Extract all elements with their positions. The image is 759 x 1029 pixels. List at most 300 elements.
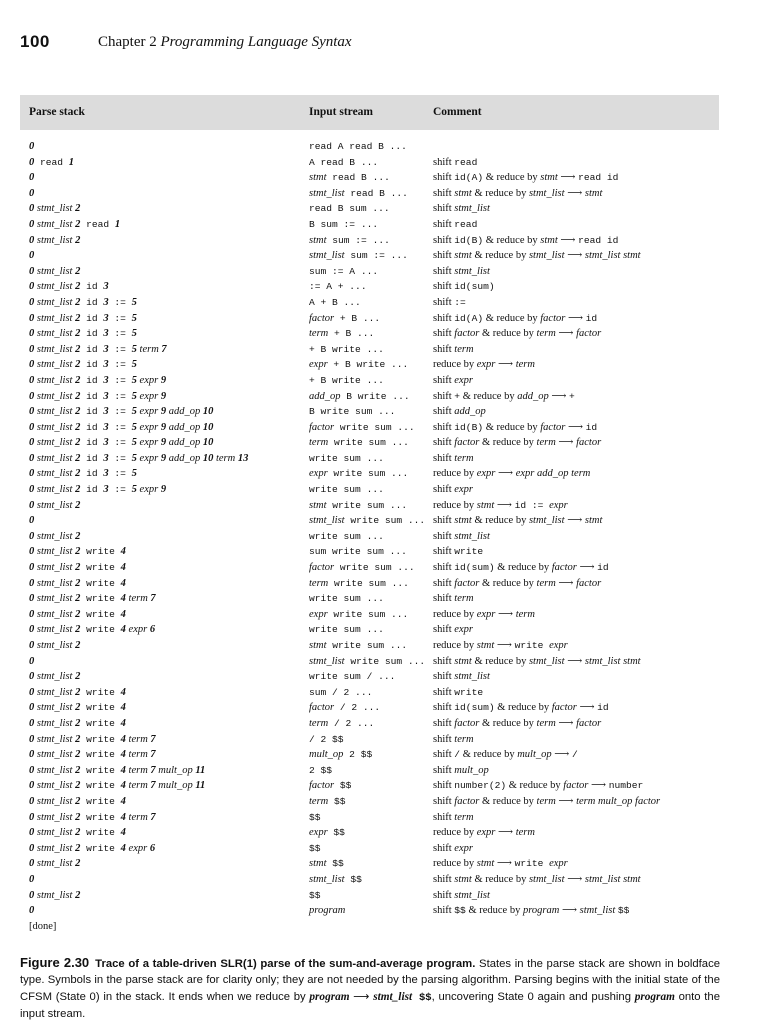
parse-stack-cell-token: stmt_list: [34, 593, 76, 605]
comment-cell-token: shift: [433, 343, 455, 355]
comment-cell-token: stmt_list stmt: [584, 250, 641, 262]
parse-stack-cell-token: 2: [75, 296, 81, 308]
parse-stack-cell: [29, 279, 109, 295]
table-row: [20, 778, 740, 794]
input-stream-cell: [309, 170, 390, 186]
parse-stack-cell-token: write: [80, 624, 121, 636]
caption-text-1: States in the parse stack are shown in boldface type. Symbols in the parse stack are for clarity only; they are not needed by the parsing algorithm. Parsing begins with the initial state of the CFSM (State 0) in the stack. It ends when we reduce by: [20, 958, 721, 1003]
comment-cell-token: shift: [433, 624, 455, 636]
parse-stack-cell-token: 2: [75, 827, 81, 839]
comment-cell-token: shift: [433, 390, 455, 402]
comment-cell-token: reduce by: [433, 468, 477, 480]
parse-stack-cell-token: expr: [125, 624, 150, 636]
parse-stack-cell-token: 13: [237, 452, 249, 464]
parse-stack-cell-token: 3: [103, 484, 109, 496]
table-row: [20, 856, 740, 872]
parse-stack-cell-token: 0: [29, 203, 35, 215]
parse-stack-cell-token: 0: [29, 764, 35, 776]
input-stream-cell-token: term: [309, 577, 329, 589]
comment-cell-token: & reduce by: [479, 328, 537, 340]
comment-cell: [433, 466, 590, 482]
comment-cell: [433, 685, 483, 701]
comment-cell-token: stmt: [454, 655, 472, 667]
input-stream-cell-token: write sum ...: [326, 499, 408, 511]
parse-stack-cell-token: 2: [75, 702, 81, 714]
parse-stack-cell-token: stmt_list: [34, 889, 76, 901]
comment-cell-token: ⟶: [576, 702, 598, 714]
parse-stack-cell-token: 3: [103, 296, 109, 308]
parse-stack-cell-token: 4: [120, 842, 126, 854]
input-stream-cell-token: stmt: [309, 172, 327, 184]
comment-cell-token: term: [536, 577, 556, 589]
comment-cell-token: stmt: [454, 187, 472, 199]
parse-stack-cell-token: write: [80, 717, 121, 729]
parse-stack-cell-token: :=: [108, 437, 132, 449]
comment-cell-token: id(A): [454, 312, 484, 324]
parse-stack-cell-token: write: [80, 733, 121, 745]
input-stream-cell: [309, 264, 378, 280]
comment-cell-token: & reduce by: [460, 390, 518, 402]
parse-stack-cell-token: id: [80, 343, 104, 355]
comment-cell-token: factor: [540, 312, 566, 324]
comment-cell-token: stmt_list: [454, 265, 490, 277]
parse-stack-cell: [29, 622, 155, 638]
comment-cell-token: factor: [540, 421, 566, 433]
input-stream-cell-token: write sum / ...: [309, 671, 396, 683]
comment-cell-token: ⟶: [564, 655, 585, 667]
parse-stack-cell-token: :=: [108, 421, 132, 433]
comment-cell-token: factor: [454, 437, 480, 449]
parse-stack-cell: [29, 700, 126, 716]
comment-cell-token: factor: [454, 577, 480, 589]
input-stream-cell: [309, 856, 344, 872]
parse-stack-cell-token: 1: [68, 156, 75, 168]
parse-stack-cell-token: 0: [29, 359, 35, 371]
parse-stack-cell: [29, 638, 80, 654]
comment-cell: [433, 435, 601, 451]
parse-stack-cell-token: 2: [75, 468, 81, 480]
input-stream-cell: [309, 622, 384, 638]
parse-stack-cell-token: 0: [29, 655, 35, 667]
parse-stack-cell-token: stmt_list: [34, 702, 76, 714]
input-stream-cell: [309, 747, 372, 763]
comment-cell-token: ⟶: [564, 250, 585, 262]
input-stream-cell-token: factor: [309, 562, 335, 574]
parse-stack-cell-token: stmt_list: [34, 343, 76, 355]
parse-stack-cell-token: 0: [29, 827, 35, 839]
input-stream-cell: [309, 872, 362, 888]
parse-stack-cell-token: stmt_list: [34, 499, 76, 511]
parse-stack-cell-token: write: [80, 764, 121, 776]
input-stream-cell-token: := A + ...: [309, 281, 367, 293]
parse-stack-cell-token: 4: [120, 577, 126, 589]
input-stream-cell-token: / 2 $$: [309, 733, 344, 745]
comment-cell-token: ⟶: [588, 780, 609, 792]
input-stream-cell: [309, 654, 425, 670]
table-row: [20, 170, 740, 186]
input-stream-cell: [309, 466, 408, 482]
input-stream-cell-token: write sum ...: [328, 577, 409, 589]
input-stream-cell: [309, 326, 374, 342]
input-stream-cell-token: stmt_list: [309, 250, 345, 262]
comment-cell: [433, 279, 495, 295]
input-stream-cell-token: program: [309, 905, 346, 917]
table-row: [20, 248, 740, 264]
input-stream-cell-token: $$: [309, 842, 321, 854]
parse-stack-cell-token: 3: [103, 281, 109, 293]
input-stream-cell-token: stmt_list: [309, 873, 345, 885]
parse-stack-cell-token: 2: [75, 686, 81, 698]
parse-stack-cell-token: id: [80, 437, 104, 449]
parse-stack-cell-token: add_op: [166, 437, 203, 449]
table-row: [20, 513, 740, 529]
parse-stack-cell-token: 4: [120, 780, 126, 792]
comment-cell-token: shift: [433, 156, 455, 168]
input-stream-cell: [309, 529, 384, 545]
parse-stack-cell-token: 2: [75, 640, 81, 651]
input-stream-cell: [309, 186, 408, 202]
input-stream-cell-token: + B ...: [328, 328, 375, 340]
comment-cell-token: read id: [578, 172, 619, 184]
comment-cell-token: expr: [454, 842, 473, 854]
parse-stack-cell-token: stmt_list: [34, 671, 76, 683]
parse-stack-cell-token: 2: [75, 312, 81, 324]
comment-cell: [433, 716, 601, 732]
parse-stack-cell-token: stmt_list: [34, 296, 76, 308]
parse-stack-cell-token: 9: [160, 484, 167, 496]
input-stream-cell-token: expr: [309, 608, 328, 620]
parse-stack-cell-token: 3: [103, 390, 109, 402]
parse-stack-cell-token: 0: [29, 889, 35, 901]
parse-stack-cell-token: 0: [29, 437, 35, 449]
parse-stack-cell-token: 0: [29, 343, 35, 355]
parse-stack-cell: [29, 888, 80, 904]
parse-stack-cell-token: 0: [29, 608, 35, 620]
parse-stack-cell-token: term: [136, 343, 162, 355]
parse-stack-cell-token: id: [80, 359, 104, 371]
parse-stack-cell-token: 2: [75, 374, 81, 386]
input-stream-cell-token: write sum ...: [334, 562, 415, 574]
comment-cell-token: term: [454, 593, 474, 605]
comment-cell-token: shift: [433, 296, 455, 308]
comment-cell-token: stmt_list: [528, 655, 565, 667]
comment-cell: [433, 544, 483, 560]
input-stream-cell-token: write sum ...: [328, 437, 409, 449]
parse-stack-cell-token: 5: [131, 468, 137, 480]
comment-cell: [433, 311, 597, 327]
input-stream-cell: [309, 311, 380, 327]
comment-cell: [433, 576, 601, 592]
parse-stack-cell-token: 3: [103, 452, 109, 464]
parse-stack-cell: [29, 747, 156, 763]
header-comment: Comment: [433, 106, 482, 118]
parse-stack-cell: [29, 716, 126, 732]
parse-stack-cell-token: 0: [29, 141, 35, 152]
input-stream-cell-token: add_op: [309, 390, 341, 402]
table-row: [20, 279, 740, 295]
figure-label: Figure 2.30: [20, 955, 90, 970]
input-stream-cell: [309, 201, 390, 217]
comment-cell-token: ⟶: [495, 827, 516, 839]
parse-stack-cell-token: id: [80, 421, 104, 433]
parse-stack-cell-token: 0: [29, 218, 35, 230]
parse-stack-cell-token: 0: [29, 499, 35, 511]
table-row: [20, 342, 740, 358]
parse-stack-cell-token: 0: [29, 484, 35, 496]
parse-stack-cell-token: 0: [29, 749, 35, 761]
parse-stack-cell: [29, 342, 167, 358]
input-stream-cell: [309, 435, 409, 451]
comment-cell-token: ⟶: [555, 437, 577, 449]
input-stream-cell: [309, 279, 367, 295]
parse-stack-cell-token: 2: [75, 281, 81, 293]
comment-cell: [433, 841, 473, 857]
parse-stack-cell-token: stmt_list: [34, 577, 76, 589]
parse-stack-cell-token: 9: [160, 390, 167, 402]
comment-cell-token: shift: [433, 172, 455, 184]
input-stream-cell: [309, 544, 407, 560]
page-number: 100: [20, 32, 50, 51]
comment-cell-token: & reduce by: [479, 437, 537, 449]
comment-cell-token: stmt_list stmt: [584, 655, 641, 667]
comment-cell-token: id: [585, 421, 598, 433]
parse-stack-cell-token: 0: [29, 562, 35, 574]
parse-stack-cell-token: stmt_list: [34, 749, 76, 761]
table-row: [20, 466, 740, 482]
comment-cell-token: factor: [551, 562, 577, 574]
comment-cell-token: ⟶: [557, 172, 579, 184]
comment-cell-token: & reduce by: [494, 702, 552, 714]
input-stream-cell-token: $$: [309, 889, 321, 901]
parse-stack-cell-token: add_op: [166, 421, 203, 433]
parse-stack-cell-token: write: [80, 811, 121, 823]
comment-cell-token: ⟶: [565, 421, 586, 433]
parse-stack-cell-token: 7: [150, 764, 156, 776]
input-stream-cell-token: stmt_list: [309, 655, 345, 667]
parse-stack-cell-token: 5: [131, 390, 137, 402]
parse-stack-cell-token: :=: [108, 328, 132, 340]
parse-stack-cell-token: :=: [108, 296, 132, 308]
input-stream-cell: [309, 576, 409, 592]
comment-cell-token: shift: [433, 780, 455, 792]
parse-stack-cell-token: term: [125, 811, 151, 823]
input-stream-cell-token: write sum ...: [327, 608, 409, 620]
comment-cell: [433, 451, 474, 467]
parse-stack-cell: [29, 295, 137, 311]
parse-stack-cell-token: 4: [120, 795, 126, 807]
comment-cell-token: program: [522, 905, 560, 917]
input-stream-cell-token: $$: [309, 811, 321, 823]
parse-stack-cell-token: stmt_list: [34, 624, 76, 636]
input-stream-cell: [309, 498, 407, 514]
comment-cell-token: mult_op: [454, 764, 489, 776]
parse-stack-cell-token: stmt_list: [34, 530, 76, 542]
input-stream-cell-token: mult_op: [309, 749, 344, 761]
parse-stack-cell-token: 0: [29, 702, 35, 714]
parse-stack-cell-token: 2: [75, 343, 81, 355]
comment-cell-token: write: [514, 640, 550, 651]
comment-cell-token: & reduce by: [479, 577, 537, 589]
parse-stack-cell-token: 7: [150, 733, 156, 745]
comment-cell-token: id: [597, 702, 609, 714]
comment-cell-token: stmt_list stmt: [584, 873, 641, 885]
parse-stack-cell-token: 0: [29, 250, 35, 262]
comment-cell-token: id: [585, 312, 598, 324]
parse-stack-cell-token: stmt_list: [34, 827, 76, 839]
parse-stack-cell: [29, 778, 205, 794]
parse-stack-cell: [29, 201, 80, 217]
comment-cell: [433, 420, 597, 436]
parse-stack-cell-token: stmt_list: [34, 312, 76, 324]
input-stream-cell-token: factor: [309, 421, 335, 433]
comment-cell: [433, 856, 568, 872]
parse-stack-cell: [29, 654, 34, 670]
comment-cell-token: term: [536, 795, 556, 807]
parse-stack-cell-token: stmt_list: [34, 795, 76, 807]
caption-text-3: onto the input stream.: [20, 990, 720, 1021]
parse-stack-cell-token: 0: [29, 530, 35, 542]
table-row: [20, 716, 740, 732]
parse-stack-cell: [29, 825, 126, 841]
parse-stack-cell-token: id: [80, 484, 104, 496]
parse-stack-cell: [29, 544, 126, 560]
parse-stack-cell-token: 7: [150, 593, 156, 605]
input-stream-cell-token: expr: [309, 468, 328, 480]
comment-cell-token: ⟶: [555, 577, 577, 589]
comment-cell-token: ⟶: [576, 562, 598, 574]
comment-cell-token: $$: [454, 905, 466, 917]
parse-stack-cell-token: term: [125, 764, 151, 776]
comment-cell-token: ⟶: [564, 187, 585, 199]
comment-cell-token: & reduce by: [460, 749, 518, 761]
comment-cell: [433, 903, 629, 919]
parse-stack-cell-token: 2: [75, 452, 81, 464]
parse-stack-cell-token: 0: [29, 780, 35, 792]
table-row: [20, 498, 740, 514]
input-stream-cell-token: 2 $$: [309, 764, 333, 776]
comment-cell-token: ⟶: [559, 905, 580, 917]
comment-cell-token: shift: [433, 437, 455, 449]
caption-program-2: program: [634, 990, 675, 1003]
comment-cell-token: term: [536, 717, 556, 729]
parse-stack-cell-token: stmt_list: [34, 281, 76, 293]
parse-stack-cell: [29, 186, 34, 202]
comment-cell-token: expr: [549, 858, 568, 870]
parse-stack-cell-token: id: [80, 281, 104, 293]
parse-stack-cell-token: expr: [136, 374, 161, 386]
parse-stack-cell-token: 0: [29, 296, 35, 308]
comment-cell: [433, 389, 575, 405]
comment-cell-token: stmt_list: [454, 203, 490, 215]
input-stream-cell-token: + B ...: [334, 312, 381, 324]
parse-stack-cell-token: 2: [75, 811, 81, 823]
input-stream-cell-token: / 2 ...: [334, 702, 381, 714]
parse-stack-cell-token: 3: [103, 421, 109, 433]
parse-stack-cell-token: stmt_list: [34, 686, 76, 698]
parse-stack-cell-token: 1: [114, 218, 121, 230]
comment-cell-token: read: [454, 218, 478, 230]
figure-caption: [20, 955, 720, 1023]
comment-cell-token: shift: [433, 452, 455, 464]
parse-stack-cell-token: stmt_list: [34, 608, 76, 620]
comment-cell-token: :=: [454, 296, 466, 308]
comment-cell-token: expr: [476, 608, 496, 620]
comment-cell-token: stmt_list: [454, 889, 490, 901]
comment-cell-token: & reduce by: [479, 717, 537, 729]
parse-stack-cell-token: 10: [202, 452, 214, 464]
comment-cell-token: shift: [433, 187, 455, 199]
comment-cell-token: number: [608, 780, 644, 792]
input-stream-cell-token: read B sum ...: [309, 203, 390, 215]
parse-stack-cell-token: write: [80, 827, 121, 839]
comment-cell-token: & reduce by: [471, 515, 529, 527]
parse-stack-cell: [29, 576, 126, 592]
parse-stack-cell-token: 0: [29, 328, 35, 340]
comment-cell: [433, 264, 490, 280]
comment-cell: [433, 155, 477, 171]
parse-stack-cell-token: 2: [75, 234, 81, 246]
comment-cell: [433, 700, 609, 716]
parse-stack-cell-token: 4: [120, 733, 126, 745]
parse-stack-cell-token: 9: [160, 437, 167, 449]
parse-stack-cell: [29, 498, 80, 514]
comment-cell-token: stmt_list: [454, 530, 490, 542]
parse-stack-cell-token: 0: [29, 873, 35, 885]
comment-cell-token: ⟶: [495, 608, 516, 620]
table-row: [20, 841, 740, 857]
parse-stack-cell-token: write: [80, 546, 121, 558]
input-stream-cell: [309, 233, 390, 249]
comment-cell-token: term: [454, 733, 474, 745]
input-stream-cell-token: 2 $$: [343, 749, 373, 761]
input-stream-cell-token: sum := ...: [326, 234, 390, 246]
comment-cell: [433, 342, 474, 358]
comment-cell: [433, 810, 474, 826]
parse-stack-cell: [29, 139, 34, 155]
parse-stack-cell-token: write: [80, 562, 121, 574]
comment-cell: [433, 186, 602, 202]
parse-stack-cell-token: stmt_list: [34, 811, 76, 823]
comment-cell-token: reduce by: [433, 640, 477, 651]
input-stream-cell-token: $$: [326, 858, 344, 870]
parse-stack-cell-token: 10: [202, 421, 214, 433]
parse-stack-cell: [29, 732, 156, 748]
parse-stack-cell-token: 3: [103, 406, 109, 418]
parse-stack-cell-token: 0: [29, 546, 35, 558]
comment-cell-token: stmt: [540, 172, 558, 184]
input-stream-cell-token: write sum ...: [309, 624, 384, 636]
parse-stack-cell-token: stmt_list: [34, 218, 76, 230]
parse-stack-cell-token: [done]: [29, 920, 57, 932]
parse-stack-cell-token: 2: [75, 624, 81, 636]
comment-cell-token: shift: [433, 702, 455, 714]
input-stream-cell: [309, 716, 374, 732]
input-stream-cell: [309, 420, 415, 436]
comment-cell-token: ⟶: [564, 873, 585, 885]
parse-stack-cell: [29, 466, 137, 482]
parse-stack-cell-token: 4: [120, 686, 126, 698]
table-row: [20, 763, 740, 779]
parse-stack-cell-token: 2: [75, 577, 81, 589]
input-stream-cell-token: write sum ...: [327, 468, 409, 480]
input-stream-cell: [309, 825, 345, 841]
parse-stack-cell-token: 9: [160, 452, 167, 464]
parse-stack-cell-token: 5: [131, 296, 137, 308]
parse-stack-cell-token: 2: [75, 780, 81, 792]
comment-cell-token: stmt: [454, 873, 472, 885]
parse-stack-cell-token: write: [80, 749, 121, 761]
comment-cell-token: ⟶: [495, 359, 516, 371]
